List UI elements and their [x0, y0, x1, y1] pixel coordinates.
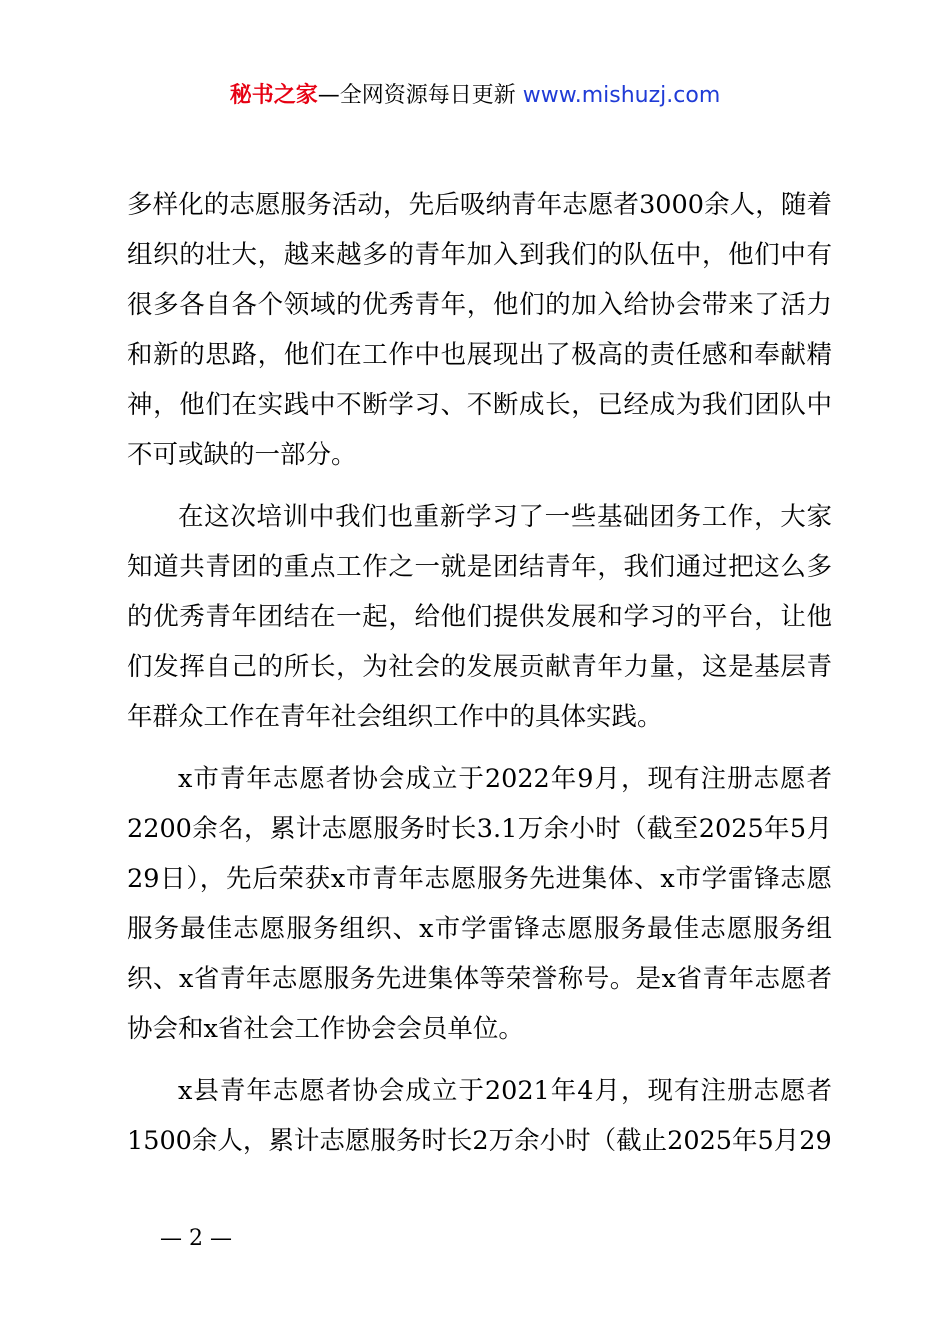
page-number: — 2 —: [160, 1226, 232, 1251]
site-header: [0, 80, 950, 112]
site-url-link[interactable]: www.mishuzj.com: [522, 83, 721, 108]
paragraph-training: 在这次培训中我们也重新学习了一些基础团务工作，大家知道共青团的重点工作之一就是团结青年，我们通过把这么多的优秀青年团结在一起，给他们提供发展和学习的平台，让他们发挥自己的所长，为社会的发展贡献青年力量，这是基层青年群众工作在青年社会组织工作中的具体实践。: [127, 502, 832, 732]
brand-name: 秘书之家: [229, 83, 318, 108]
paragraph-continued: 多样化的志愿服务活动，先后吸纳青年志愿者3000余人，随着组织的壮大，越来越多的青年加入到我们的队伍中，他们中有很多各自各个领域的优秀青年，他们的加入给协会带来了活力和新的思路，他们在工作中也展现出了极高的责任感和奉献精神，他们在实践中不断学习、不断成长，已经成为我们团队中不可或缺的一部分。: [127, 190, 832, 470]
paragraph-county-association: x县青年志愿者协会成立于2021年4月，现有注册志愿者1500余人，累计志愿服务时长2万余小时（截止2025年5月29: [127, 1076, 832, 1156]
header-tagline: —全网资源每日更新: [317, 83, 523, 108]
paragraph-city-association: x市青年志愿者协会成立于2022年9月，现有注册志愿者2200余名，累计志愿服务时长3.1万余小时（截至2025年5月29日），先后荣获x市青年志愿服务先进集体、x市学雷锋志愿服务最佳志愿服务组织、x市学雷锋志愿服务最佳志愿服务组织、x省青年志愿服务先进集体等荣誉称号。是x省青年志愿者协会和x省社会工作协会会员单位。: [127, 764, 832, 1044]
document-body: [127, 180, 832, 1178]
